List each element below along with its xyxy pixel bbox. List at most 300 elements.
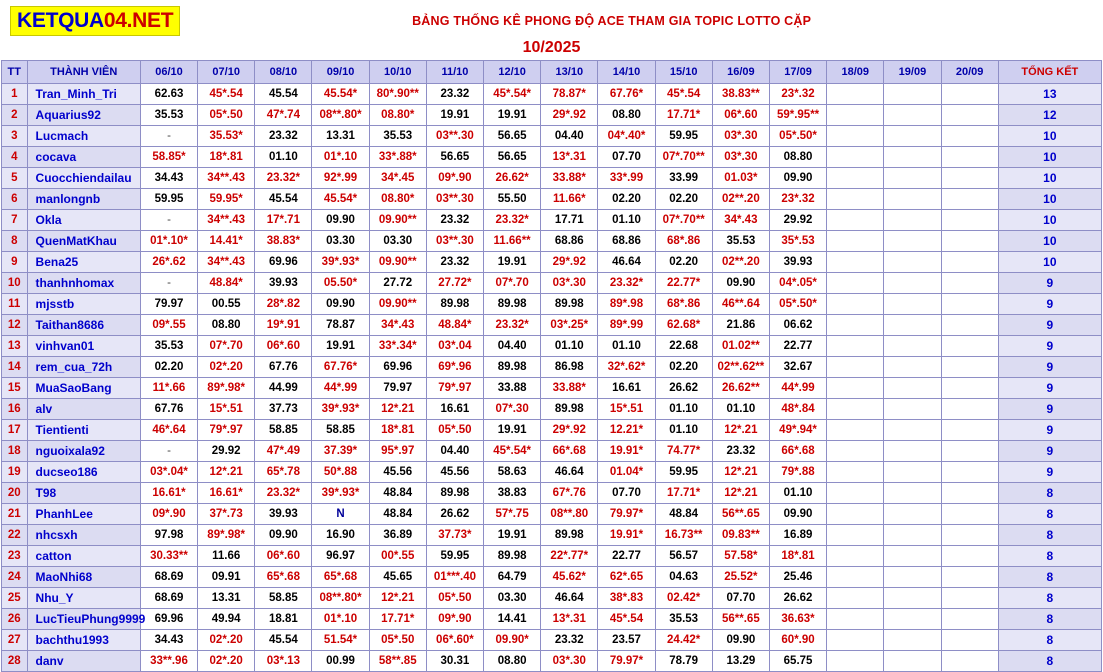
result-cell <box>140 84 197 105</box>
result-cell <box>312 189 369 210</box>
row-index: 17 <box>2 420 28 441</box>
column-header-date: 18/09 <box>827 61 884 84</box>
result-value: 04.40 <box>554 130 584 142</box>
member-name[interactable]: MuaSaoBang <box>27 378 140 399</box>
result-cell <box>312 84 369 105</box>
result-value: 01*.10 <box>323 613 358 625</box>
result-value: 79.97 <box>154 298 184 310</box>
result-cell <box>198 336 255 357</box>
result-cell <box>712 357 769 378</box>
member-name[interactable]: vinhvan01 <box>27 336 140 357</box>
result-value: 78.87 <box>326 319 355 331</box>
result-value: 14.41* <box>209 235 243 247</box>
result-value: 09.90 <box>726 277 756 289</box>
result-cell <box>369 273 426 294</box>
member-name[interactable]: ducseo186 <box>27 462 140 483</box>
result-cell <box>541 294 598 315</box>
row-index: 13 <box>2 336 28 357</box>
result-cell <box>712 147 769 168</box>
result-cell <box>769 336 826 357</box>
result-cell <box>484 231 541 252</box>
result-value: 03.30 <box>326 235 355 247</box>
result-value: 03*.25* <box>550 319 589 331</box>
result-cell <box>541 546 598 567</box>
result-value: 12*.21 <box>724 466 758 478</box>
member-name[interactable]: Aquarius92 <box>27 105 140 126</box>
result-cell <box>255 420 312 441</box>
result-cell <box>198 399 255 420</box>
result-cell <box>827 567 884 588</box>
result-value: 67.76* <box>609 88 644 100</box>
member-name[interactable]: nguoixala92 <box>27 441 140 462</box>
result-value: 33**.96 <box>150 655 188 667</box>
result-value: 68.86 <box>612 235 641 247</box>
result-cell <box>769 147 826 168</box>
result-cell <box>541 630 598 651</box>
result-cell <box>541 462 598 483</box>
result-cell <box>541 84 598 105</box>
result-value: 33.99 <box>669 172 699 184</box>
result-value: 35.53 <box>154 109 184 121</box>
site-logo[interactable] <box>10 6 180 36</box>
result-value: 05*.50 <box>209 109 243 121</box>
result-cell <box>598 315 655 336</box>
header-bar <box>0 0 1103 38</box>
member-name[interactable]: LucTieuPhung9999 <box>27 609 140 630</box>
result-value: 23*.32 <box>781 88 815 100</box>
result-cell <box>712 210 769 231</box>
result-cell <box>655 105 712 126</box>
member-name[interactable]: rem_cua_72h <box>27 357 140 378</box>
result-cell <box>140 210 197 231</box>
result-cell <box>426 336 483 357</box>
member-name[interactable]: bachthu1993 <box>27 630 140 651</box>
result-value: 06*.60 <box>266 340 300 352</box>
result-cell <box>655 252 712 273</box>
result-cell <box>655 504 712 525</box>
result-cell <box>312 252 369 273</box>
result-cell <box>312 168 369 189</box>
result-cell <box>827 483 884 504</box>
result-cell <box>827 294 884 315</box>
result-cell <box>426 84 483 105</box>
result-cell <box>484 420 541 441</box>
table-row <box>2 546 1102 567</box>
result-cell <box>941 609 998 630</box>
result-cell <box>140 168 197 189</box>
result-cell <box>198 357 255 378</box>
table-row <box>2 189 1102 210</box>
column-header-date: 07/10 <box>198 61 255 84</box>
result-cell <box>941 336 998 357</box>
result-cell <box>484 189 541 210</box>
member-name[interactable]: Okla <box>27 210 140 231</box>
result-cell <box>712 105 769 126</box>
result-cell <box>941 168 998 189</box>
result-value: 19.91 <box>497 256 527 268</box>
result-cell <box>827 630 884 651</box>
result-value: 01.04* <box>609 466 644 478</box>
result-cell <box>884 609 941 630</box>
row-index: 18 <box>2 441 28 462</box>
result-value: 03*.30 <box>724 151 758 163</box>
result-cell <box>426 441 483 462</box>
result-value: 18.81 <box>268 613 298 625</box>
result-value: 06*.60* <box>436 634 474 646</box>
result-value: 26.62 <box>669 382 699 394</box>
result-cell <box>884 231 941 252</box>
result-cell <box>769 483 826 504</box>
result-value: 45*.54 <box>209 88 243 100</box>
table-row <box>2 588 1102 609</box>
result-cell <box>655 147 712 168</box>
result-cell <box>426 105 483 126</box>
result-cell <box>884 525 941 546</box>
result-value: 23.32* <box>266 487 300 499</box>
result-cell <box>655 546 712 567</box>
result-cell <box>769 294 826 315</box>
result-value: 09.90** <box>378 298 417 310</box>
member-name[interactable]: QuenMatKhau <box>27 231 140 252</box>
row-total: 10 <box>998 168 1101 189</box>
result-cell <box>198 84 255 105</box>
result-value: 29*.92 <box>552 109 586 121</box>
result-value: 45.54* <box>323 193 358 205</box>
result-cell <box>426 273 483 294</box>
result-value: 19.91* <box>609 529 644 541</box>
result-cell <box>369 462 426 483</box>
result-cell <box>484 378 541 399</box>
result-cell <box>312 105 369 126</box>
result-cell <box>484 210 541 231</box>
result-value: 45*.54* <box>493 445 531 457</box>
result-value: - <box>167 277 171 289</box>
member-name[interactable]: danv <box>27 651 140 672</box>
result-cell <box>312 273 369 294</box>
result-cell <box>884 630 941 651</box>
result-value: 45.65 <box>383 571 413 583</box>
result-value: 89*.98* <box>207 382 246 394</box>
member-name[interactable]: Tientienti <box>27 420 140 441</box>
result-cell <box>884 252 941 273</box>
result-value: 45*.54* <box>493 88 531 100</box>
result-value: 68.69 <box>154 592 184 604</box>
result-value: 26.62* <box>495 172 529 184</box>
result-cell <box>712 504 769 525</box>
page-title: BẢNG THỐNG KÊ PHONG ĐỘ ACE THAM GIA TOPIC LOTTO CẶP <box>412 14 812 28</box>
result-value: 48.84 <box>383 487 413 499</box>
result-cell <box>140 147 197 168</box>
member-name[interactable]: PhanhLee <box>27 504 140 525</box>
result-cell <box>827 357 884 378</box>
result-cell <box>769 525 826 546</box>
result-cell <box>484 252 541 273</box>
result-value: 30.33** <box>150 550 188 562</box>
result-cell <box>484 147 541 168</box>
result-cell <box>941 462 998 483</box>
result-cell <box>198 315 255 336</box>
result-cell <box>255 210 312 231</box>
result-cell <box>941 504 998 525</box>
result-cell <box>769 84 826 105</box>
row-total: 10 <box>998 210 1101 231</box>
result-cell <box>884 567 941 588</box>
column-header-date: 14/10 <box>598 61 655 84</box>
result-value: 89.98 <box>497 361 527 373</box>
row-total: 9 <box>998 441 1101 462</box>
result-value: 46.64 <box>612 256 641 268</box>
result-cell <box>198 126 255 147</box>
result-value: 36.63* <box>781 613 815 625</box>
result-value: 47*.74 <box>266 109 300 121</box>
result-cell <box>198 546 255 567</box>
result-cell <box>541 252 598 273</box>
result-value: 04*.40* <box>607 130 646 142</box>
result-value: 09*.90 <box>438 172 472 184</box>
table-row <box>2 294 1102 315</box>
row-index: 16 <box>2 399 28 420</box>
result-value: 01.10 <box>554 340 584 352</box>
result-cell <box>598 525 655 546</box>
result-value: 15*.51 <box>209 403 243 415</box>
result-value: 62*.65 <box>609 571 644 583</box>
result-cell <box>769 420 826 441</box>
member-name[interactable]: Tran_Minh_Tri <box>27 84 140 105</box>
result-value: 66*.68 <box>552 445 586 457</box>
member-name[interactable]: thanhnhomax <box>27 273 140 294</box>
result-cell <box>255 84 312 105</box>
result-cell <box>369 189 426 210</box>
result-cell <box>655 462 712 483</box>
result-cell <box>369 588 426 609</box>
row-index: 14 <box>2 357 28 378</box>
row-total: 8 <box>998 588 1101 609</box>
result-cell <box>598 546 655 567</box>
result-cell <box>255 294 312 315</box>
result-cell <box>598 357 655 378</box>
result-cell <box>712 126 769 147</box>
member-name[interactable]: Cuocchiendailau <box>27 168 140 189</box>
result-cell <box>769 210 826 231</box>
result-cell <box>712 378 769 399</box>
result-cell <box>369 525 426 546</box>
result-cell <box>198 147 255 168</box>
result-value: 01.03* <box>724 172 758 184</box>
result-value: 04.40 <box>497 340 527 352</box>
result-cell <box>941 273 998 294</box>
member-name[interactable]: MaoNhi68 <box>27 567 140 588</box>
row-total: 10 <box>998 231 1101 252</box>
result-cell <box>769 546 826 567</box>
member-name[interactable]: cocava <box>27 147 140 168</box>
result-cell <box>484 357 541 378</box>
result-value: 17.71* <box>667 109 701 121</box>
result-value: 45.54 <box>268 88 298 100</box>
result-value: 45.54* <box>323 88 358 100</box>
member-name[interactable]: catton <box>27 546 140 567</box>
result-cell <box>198 105 255 126</box>
result-value: 58.85 <box>268 592 298 604</box>
result-value: 34.43 <box>154 172 184 184</box>
result-value: 38.83** <box>721 88 760 100</box>
result-value: 46**.64 <box>721 298 760 310</box>
result-value: 06*.60 <box>266 550 300 562</box>
result-value: 13*.31 <box>552 613 586 625</box>
member-name[interactable]: Nhu_Y <box>27 588 140 609</box>
table-row <box>2 105 1102 126</box>
row-index: 6 <box>2 189 28 210</box>
result-cell <box>484 336 541 357</box>
result-value: 56.65 <box>497 151 527 163</box>
result-value: 66*.68 <box>781 445 815 457</box>
member-name[interactable]: manlongnb <box>27 189 140 210</box>
result-value: 09.90* <box>495 634 529 646</box>
result-cell <box>941 252 998 273</box>
result-value: 18*.81 <box>781 550 815 562</box>
result-value: 09.90** <box>378 214 417 226</box>
result-value: 03**.30 <box>436 235 474 247</box>
result-value: 60*.90 <box>781 634 815 646</box>
result-cell <box>884 168 941 189</box>
member-name[interactable]: Lucmach <box>27 126 140 147</box>
result-cell <box>541 483 598 504</box>
result-value: 59*.95** <box>776 109 820 121</box>
result-value: 18*.81 <box>381 424 415 436</box>
result-cell <box>484 294 541 315</box>
row-total: 10 <box>998 126 1101 147</box>
result-cell <box>941 357 998 378</box>
result-value: 55.50 <box>497 193 527 205</box>
result-value: 01.10 <box>783 487 813 499</box>
result-value: 46.64 <box>554 466 584 478</box>
result-cell <box>541 378 598 399</box>
result-cell <box>198 525 255 546</box>
result-cell <box>598 588 655 609</box>
result-value: 34**.43 <box>207 214 246 226</box>
member-name[interactable]: Bena25 <box>27 252 140 273</box>
result-cell <box>198 273 255 294</box>
result-value: 67.76* <box>323 361 358 373</box>
result-value: 56**.65 <box>721 613 760 625</box>
result-cell <box>312 462 369 483</box>
member-name[interactable]: Taithan8686 <box>27 315 140 336</box>
result-value: 05*.50 <box>438 592 472 604</box>
result-value: 08.80 <box>783 151 813 163</box>
table-row <box>2 525 1102 546</box>
table-row <box>2 630 1102 651</box>
member-name[interactable]: mjsstb <box>27 294 140 315</box>
result-cell <box>598 231 655 252</box>
result-cell <box>712 567 769 588</box>
result-value: 12*.21 <box>381 403 415 415</box>
result-cell <box>369 294 426 315</box>
result-value: - <box>167 130 171 142</box>
result-value: 02**.62** <box>717 361 765 373</box>
result-value: 05*.50* <box>779 298 817 310</box>
result-value: 01.10 <box>612 340 641 352</box>
result-cell <box>140 273 197 294</box>
result-cell <box>140 294 197 315</box>
result-cell <box>369 168 426 189</box>
row-index: 25 <box>2 588 28 609</box>
result-cell <box>541 231 598 252</box>
result-cell <box>541 399 598 420</box>
column-header-date: 11/10 <box>426 61 483 84</box>
result-cell <box>369 105 426 126</box>
result-cell <box>198 189 255 210</box>
result-value: 00.99 <box>326 655 355 667</box>
result-cell <box>484 567 541 588</box>
result-value: 28*.82 <box>266 298 300 310</box>
result-cell <box>712 651 769 672</box>
result-value: 35.53 <box>669 613 699 625</box>
member-name[interactable]: alv <box>27 399 140 420</box>
member-name[interactable]: T98 <box>27 483 140 504</box>
result-value: 46.64 <box>554 592 584 604</box>
column-header-date: 15/10 <box>655 61 712 84</box>
table-row <box>2 483 1102 504</box>
result-cell <box>312 525 369 546</box>
logo-text-primary: KETQUA <box>17 9 104 32</box>
result-cell <box>312 567 369 588</box>
result-cell <box>312 294 369 315</box>
row-index: 22 <box>2 525 28 546</box>
result-value: 68*.86 <box>667 298 701 310</box>
result-cell <box>769 252 826 273</box>
result-cell <box>541 273 598 294</box>
result-value: 16.61 <box>612 382 641 394</box>
result-value: 23.32* <box>495 214 529 226</box>
result-value: 24.42* <box>667 634 701 646</box>
member-name[interactable]: nhcsxh <box>27 525 140 546</box>
result-cell <box>484 462 541 483</box>
result-value: 68*.86 <box>667 235 701 247</box>
result-cell <box>941 546 998 567</box>
result-cell <box>426 357 483 378</box>
row-total: 8 <box>998 525 1101 546</box>
result-cell <box>369 231 426 252</box>
result-cell <box>426 294 483 315</box>
result-cell <box>369 483 426 504</box>
result-value: 89*.98 <box>609 298 644 310</box>
result-value: 09*.90 <box>152 508 186 520</box>
result-value: 02.20 <box>612 193 641 205</box>
row-index: 27 <box>2 630 28 651</box>
result-cell <box>769 567 826 588</box>
result-cell <box>941 294 998 315</box>
result-cell <box>827 315 884 336</box>
row-total: 8 <box>998 504 1101 525</box>
result-cell <box>941 231 998 252</box>
result-cell <box>941 567 998 588</box>
result-cell <box>541 567 598 588</box>
result-value: 17.71 <box>554 214 584 226</box>
result-value: 01*.10 <box>323 151 358 163</box>
result-cell <box>769 504 826 525</box>
result-cell <box>884 210 941 231</box>
column-header-tt: TT <box>2 61 28 84</box>
row-total: 9 <box>998 462 1101 483</box>
result-cell <box>655 231 712 252</box>
result-value: 62.68* <box>667 319 701 331</box>
result-value: 02.20 <box>669 361 699 373</box>
result-value: 45.54 <box>268 634 298 646</box>
result-cell <box>655 84 712 105</box>
result-value: 39.93 <box>268 508 298 520</box>
result-value: 12*.21 <box>209 466 243 478</box>
result-cell <box>598 441 655 462</box>
result-cell <box>312 588 369 609</box>
